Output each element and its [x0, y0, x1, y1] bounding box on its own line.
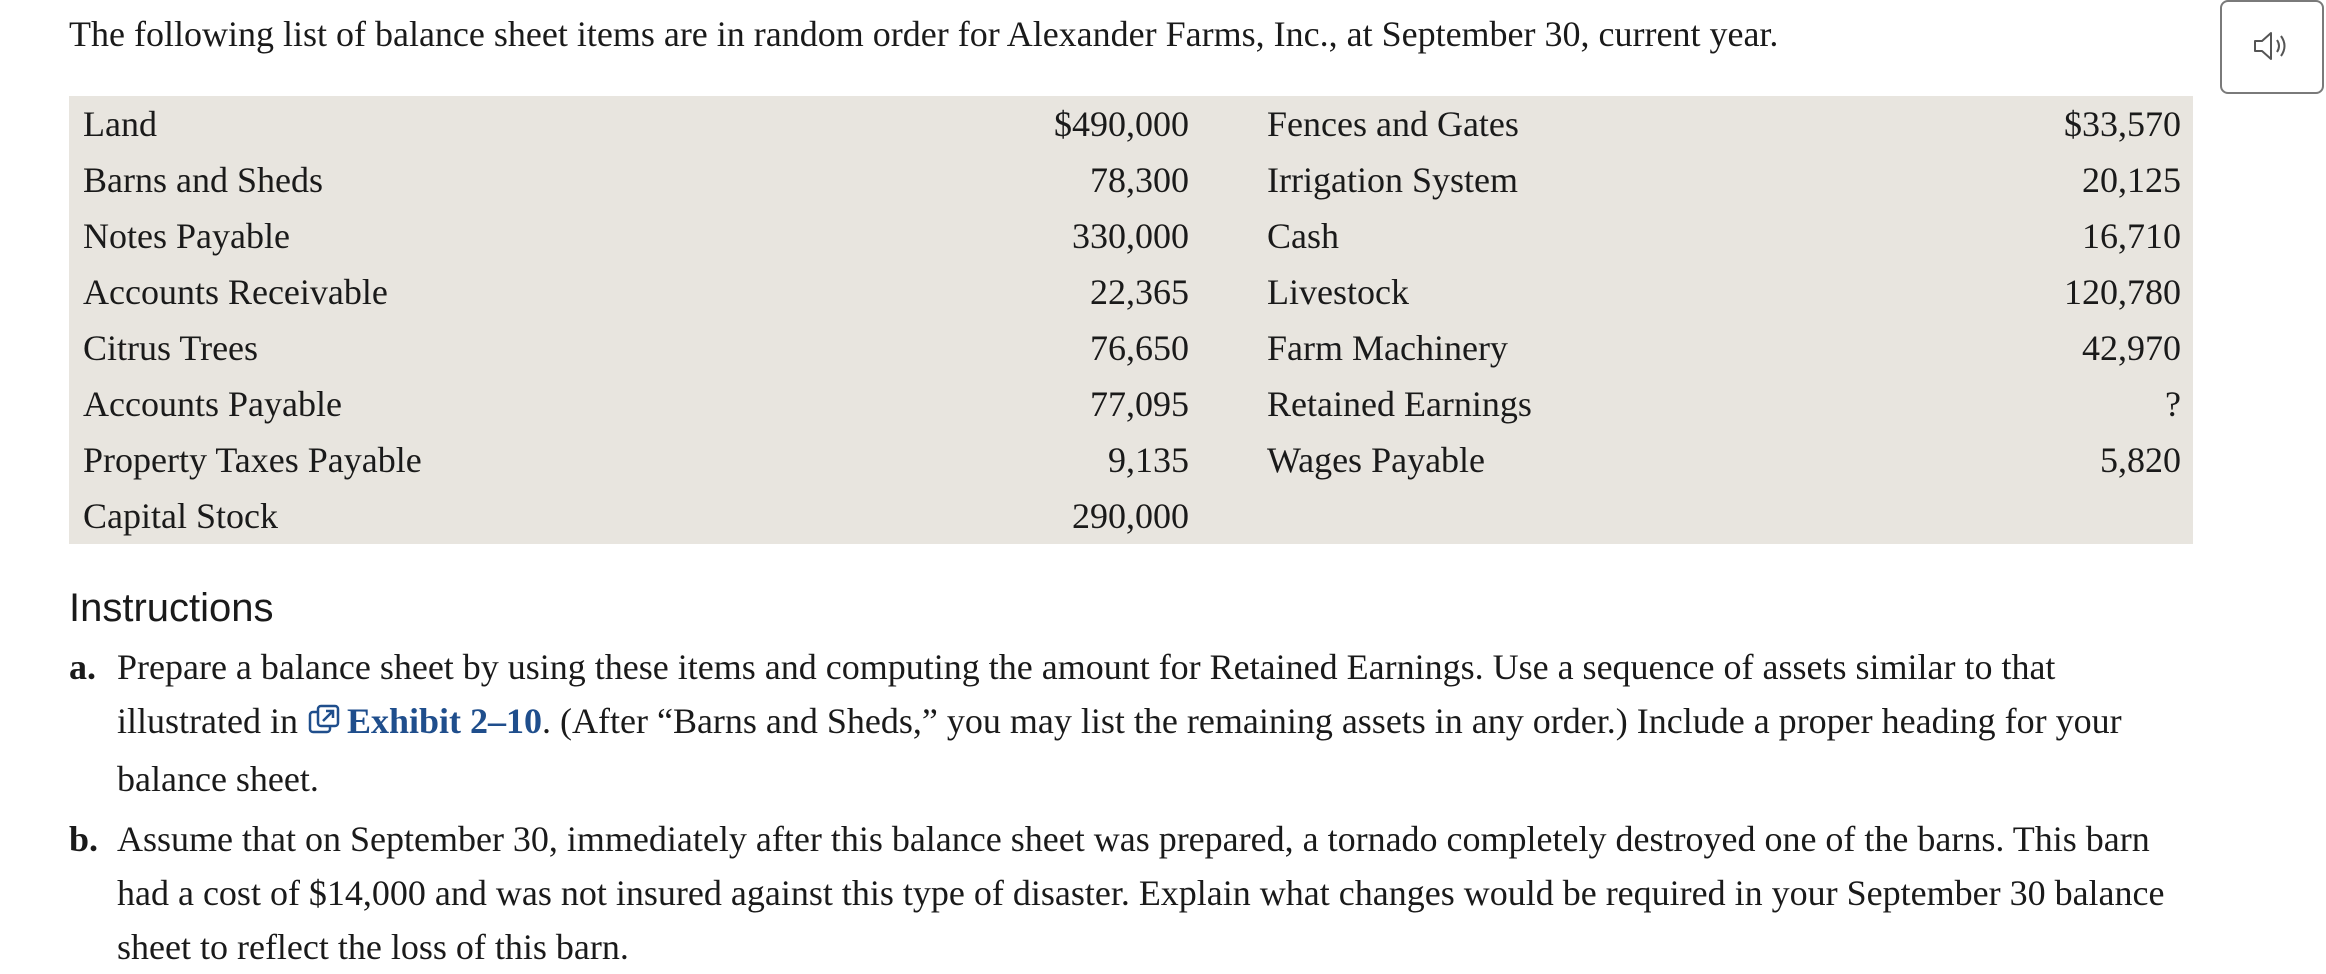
item-label: Property Taxes Payable — [83, 440, 422, 480]
item-row — [83, 96, 1189, 152]
item-row — [83, 208, 1189, 264]
instruction-text: Assume that on September 30, immediately after this balance sheet was prepared, a tornado completely destroyed one of the barns. This barn had a cost of $14,000 and was not insured against this type of disaster. Explain what changes would be required in your September 30 balance sheet to reflect the loss of this barn. — [117, 819, 2165, 967]
item-amount: 330,000 — [1072, 216, 1189, 256]
item-row — [1267, 96, 2181, 152]
item-amount: 5,820 — [2100, 440, 2181, 480]
item-amount: ? — [2165, 384, 2181, 424]
item-amount: 78,300 — [1090, 160, 1189, 200]
item-label: Citrus Trees — [83, 328, 259, 368]
instruction-a — [69, 640, 2199, 806]
balance-sheet-items-table — [69, 96, 2193, 544]
item-amount: 9,135 — [1108, 440, 1189, 480]
item-label: Fences and Gates — [1267, 104, 1519, 144]
item-label: Livestock — [1267, 272, 1409, 312]
item-row — [83, 264, 1189, 320]
item-amount: 120,780 — [2064, 272, 2181, 312]
instructions-heading: Instructions — [69, 586, 274, 630]
item-label: Accounts Receivable — [83, 272, 388, 312]
exhibit-link[interactable] — [307, 701, 542, 741]
item-label: Wages Payable — [1267, 440, 1486, 480]
item-label: Cash — [1267, 216, 1339, 256]
item-row — [83, 152, 1189, 208]
item-row — [1267, 152, 2181, 208]
item-label: Land — [83, 104, 157, 144]
item-row — [83, 376, 1189, 432]
item-row — [1267, 376, 2181, 432]
item-row — [83, 488, 1189, 544]
instruction-letter: a. — [69, 647, 96, 687]
item-row — [83, 432, 1189, 488]
item-label: Notes Payable — [83, 216, 290, 256]
item-row — [1267, 320, 2181, 376]
item-label: Barns and Sheds — [83, 160, 323, 200]
item-row — [1267, 264, 2181, 320]
item-amount: 77,095 — [1090, 384, 1189, 424]
item-label: Farm Machinery — [1267, 328, 1508, 368]
instruction-b — [69, 812, 2199, 974]
item-label: Capital Stock — [83, 496, 278, 536]
item-label: Irrigation System — [1267, 160, 1518, 200]
item-row — [1267, 208, 2181, 264]
exhibit-link-label: Exhibit 2–10 — [346, 701, 543, 741]
external-link-icon — [307, 698, 341, 752]
item-row — [1267, 432, 2181, 488]
item-label: Retained Earnings — [1267, 384, 1532, 424]
item-row — [83, 320, 1189, 376]
item-label: Accounts Payable — [83, 384, 342, 424]
speaker-icon — [2252, 29, 2292, 66]
instruction-text-after: . (After “Barns and Sheds,” you may list the remaining assets in any order.) Include a proper heading for your balance sheet. — [117, 701, 2122, 799]
item-amount: $33,570 — [2064, 104, 2181, 144]
instruction-letter: b. — [69, 819, 99, 859]
audio-button[interactable] — [2220, 0, 2324, 94]
item-amount: 16,710 — [2082, 216, 2181, 256]
problem-intro: The following list of balance sheet items are in random order for Alexander Farms, Inc., at September 30, current year. — [69, 14, 1779, 54]
item-amount: $490,000 — [1054, 104, 1189, 144]
item-amount: 20,125 — [2082, 160, 2181, 200]
instruction-text-before: Prepare a balance sheet by using these items and computing the amount for Retained Earnings. Use a sequence of assets similar to that illustrated in — [117, 647, 2056, 741]
instruction-text — [117, 640, 2199, 806]
item-amount: 42,970 — [2082, 328, 2181, 368]
item-amount: 22,365 — [1090, 272, 1189, 312]
item-amount: 76,650 — [1090, 328, 1189, 368]
item-amount: 290,000 — [1072, 496, 1189, 536]
